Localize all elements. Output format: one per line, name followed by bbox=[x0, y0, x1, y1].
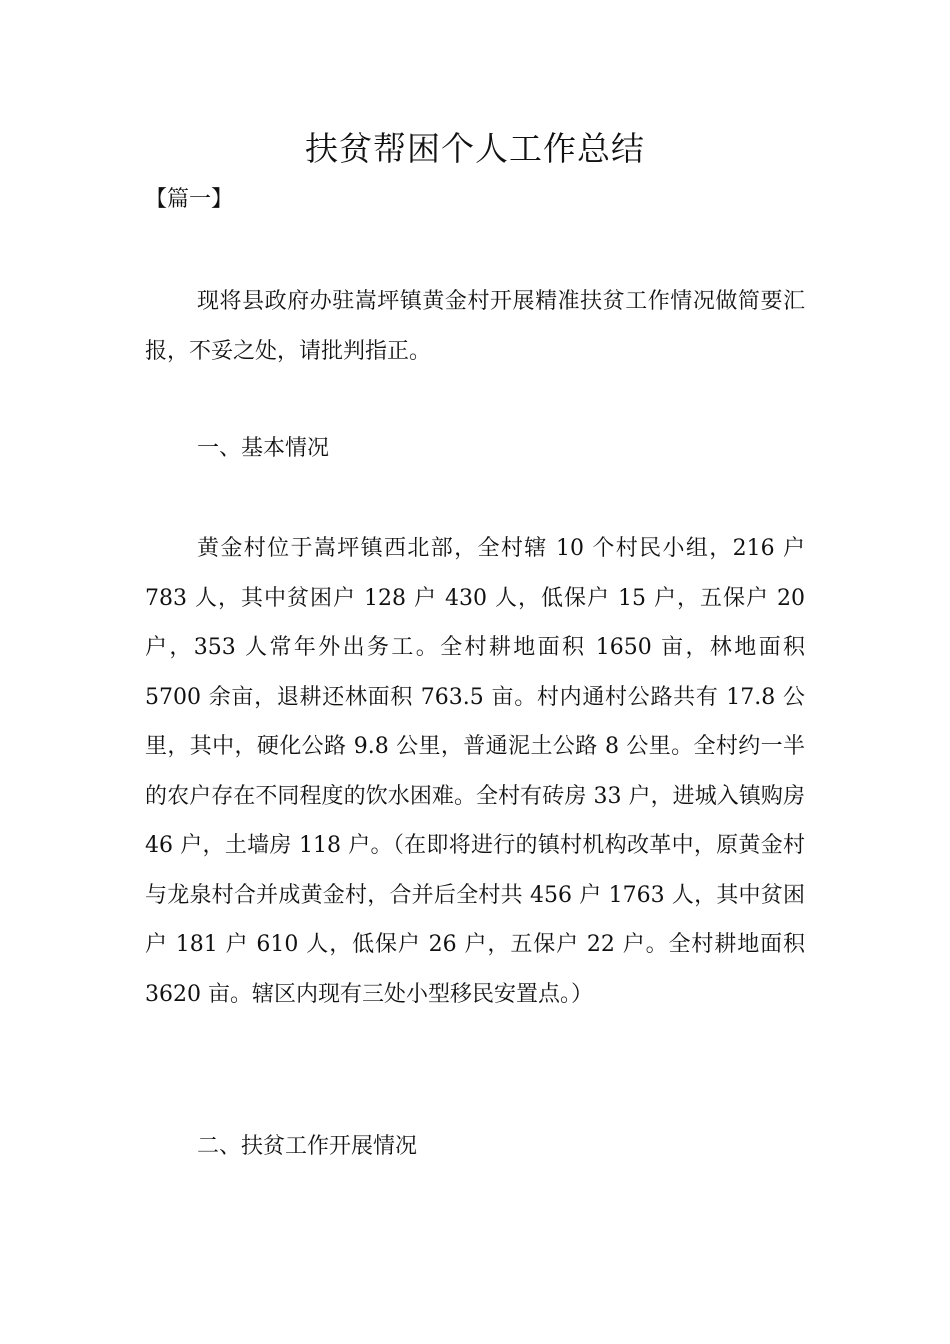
intro-paragraph: 现将县政府办驻嵩坪镇黄金村开展精准扶贫工作情况做简要汇报，不妥之处，请批判指正。 bbox=[145, 289, 805, 364]
document-title: 扶贫帮困个人工作总结 bbox=[305, 129, 645, 168]
basic-info-paragraph: 黄金村位于嵩坪镇西北部，全村辖 10 个村民小组，216 户 783 人，其中贫困户 128 户 430 人，低保户 15 户，五保户 20 户，353 人常年外出务工。全村耕地面积 1650 亩，林地面积 5700 余亩，退耕还林面积 763.5 亩。村内通村公路共有 17.8 公里，其中，硬化公路 9.8 公里，普通泥土公路 8 公里。全村约一半的农户存在不同程度的饮水困难。全村有砖房 33 户，进城入镇购房 46 户，土墙房 118 户。（在即将进行的镇村机构改革中，原黄金村与龙泉村合并成黄金村，合并后全村共 456 户 1763 人，其中贫困户 181 户 610 人，低保户 26 户，五保户 22 户。全村耕地面积 3620 亩。辖区内现有三处小型移民安置点。） bbox=[145, 536, 805, 1007]
section-tag: 【篇一】 bbox=[145, 187, 234, 212]
section-heading-work: 二、扶贫工作开展情况 bbox=[197, 1134, 418, 1159]
section-heading-basic: 一、基本情况 bbox=[197, 436, 330, 461]
